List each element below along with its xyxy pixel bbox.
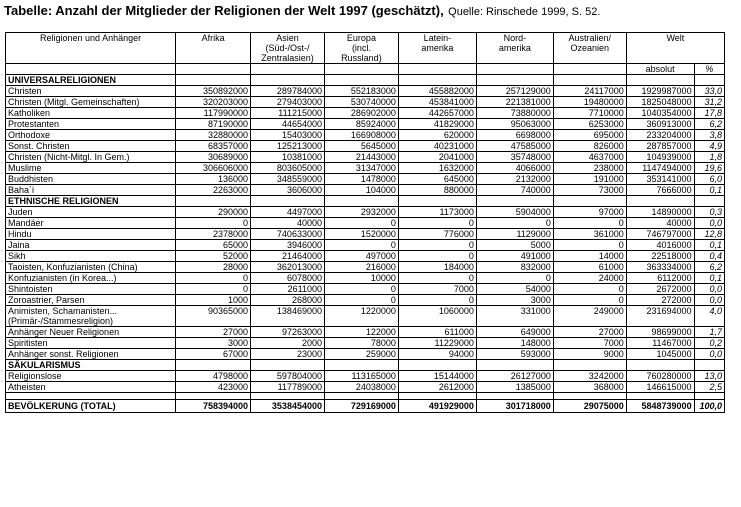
- cell-absolut: 146615000: [626, 382, 694, 393]
- cell-latein: 2041000: [398, 152, 476, 163]
- cell-nord: 3000: [476, 295, 553, 306]
- religion-name: Anhänger sonst. Religionen: [6, 349, 176, 360]
- cell-asien: 40000: [251, 218, 325, 229]
- total-absolut: 5848739000: [626, 400, 694, 413]
- cell-nord: 54000: [476, 284, 553, 295]
- cell-pct: 0,0: [694, 218, 724, 229]
- cell-europa: 85924000: [324, 119, 398, 130]
- cell-pct: 13,0: [694, 371, 724, 382]
- cell-afrika: 28000: [176, 262, 251, 273]
- religion-name: Sonst. Christen: [6, 141, 176, 152]
- cell-afrika: 68357000: [176, 141, 251, 152]
- cell-afrika: 290000: [176, 207, 251, 218]
- section-row: [6, 75, 725, 86]
- cell-europa: 497000: [324, 251, 398, 262]
- cell-austral: 6253000: [553, 119, 626, 130]
- cell-latein: 0: [398, 295, 476, 306]
- cell-asien: 2000: [251, 338, 325, 349]
- cell-absolut: 1929987000: [626, 86, 694, 97]
- header-latein: Latein- amerika: [398, 33, 476, 64]
- cell-austral: 0: [553, 295, 626, 306]
- cell-afrika: 2378000: [176, 229, 251, 240]
- cell-latein: 880000: [398, 185, 476, 196]
- cell-asien: 740633000: [251, 229, 325, 240]
- cell-afrika: 67000: [176, 349, 251, 360]
- table-row: [6, 371, 725, 382]
- title-source: Quelle: Rinschede 1999, S. 52.: [448, 6, 601, 18]
- cell-pct: 31,2: [694, 97, 724, 108]
- cell-afrika: 32880000: [176, 130, 251, 141]
- religion-name: Spiritisten: [6, 338, 176, 349]
- spacer-row: [6, 393, 725, 400]
- cell-absolut: 1147494000: [626, 163, 694, 174]
- cell-pct: 17,8: [694, 108, 724, 119]
- total-name: BEVÖLKERUNG (TOTAL): [6, 400, 176, 413]
- cell-austral: 695000: [553, 130, 626, 141]
- cell-austral: 27000: [553, 327, 626, 338]
- cell-europa: 21443000: [324, 152, 398, 163]
- cell-austral: 826000: [553, 141, 626, 152]
- cell-austral: 0: [553, 218, 626, 229]
- religion-name: Atheisten: [6, 382, 176, 393]
- cell-pct: 6,2: [694, 119, 724, 130]
- cell-austral: 7710000: [553, 108, 626, 119]
- cell-europa: 530740000: [324, 97, 398, 108]
- religion-name: Christen: [6, 86, 176, 97]
- cell-austral: 7000: [553, 338, 626, 349]
- cell-pct: 4,9: [694, 141, 724, 152]
- cell-austral: 19480000: [553, 97, 626, 108]
- cell-nord: 73880000: [476, 108, 553, 119]
- cell-nord: 491000: [476, 251, 553, 262]
- cell-nord: 1385000: [476, 382, 553, 393]
- cell-europa: 5645000: [324, 141, 398, 152]
- cell-pct: 0,0: [694, 284, 724, 295]
- cell-pct: 0,0: [694, 295, 724, 306]
- cell-afrika: 350892000: [176, 86, 251, 97]
- table-row: [6, 262, 725, 273]
- header-austral: Australien/ Ozeanien: [553, 33, 626, 64]
- religion-name: Mandäer: [6, 218, 176, 229]
- cell-afrika: 65000: [176, 240, 251, 251]
- religion-name: Juden: [6, 207, 176, 218]
- cell-afrika: 320203000: [176, 97, 251, 108]
- table-row: [6, 382, 725, 393]
- cell-pct: 12,8: [694, 229, 724, 240]
- cell-austral: 73000: [553, 185, 626, 196]
- subheader-row: [6, 64, 725, 75]
- cell-absolut: 22518000: [626, 251, 694, 262]
- cell-asien: 138469000: [251, 306, 325, 327]
- cell-afrika: 0: [176, 284, 251, 295]
- cell-asien: 597804000: [251, 371, 325, 382]
- table-body: [6, 75, 725, 413]
- cell-nord: 221381000: [476, 97, 553, 108]
- religion-name: Jaina: [6, 240, 176, 251]
- header-asien: Asien (Süd-/Ost-/ Zentralasien): [251, 33, 325, 64]
- cell-afrika: 423000: [176, 382, 251, 393]
- cell-asien: 97263000: [251, 327, 325, 338]
- header-absolut: absolut: [626, 64, 694, 75]
- table-row: [6, 130, 725, 141]
- cell-afrika: 0: [176, 218, 251, 229]
- cell-europa: 78000: [324, 338, 398, 349]
- cell-latein: 776000: [398, 229, 476, 240]
- cell-nord: 257129000: [476, 86, 553, 97]
- cell-afrika: 2263000: [176, 185, 251, 196]
- religion-name: Sikh: [6, 251, 176, 262]
- header-welt: Welt: [626, 33, 724, 64]
- religion-name: Hindu: [6, 229, 176, 240]
- section-row: [6, 360, 725, 371]
- cell-pct: 0,1: [694, 273, 724, 284]
- cell-asien: 348559000: [251, 174, 325, 185]
- cell-absolut: 104939000: [626, 152, 694, 163]
- cell-pct: 2,5: [694, 382, 724, 393]
- cell-nord: 5904000: [476, 207, 553, 218]
- cell-nord: 0: [476, 218, 553, 229]
- cell-absolut: 4016000: [626, 240, 694, 251]
- total-nord: 301718000: [476, 400, 553, 413]
- cell-pct: 19,6: [694, 163, 724, 174]
- cell-europa: 0: [324, 295, 398, 306]
- cell-nord: 26127000: [476, 371, 553, 382]
- cell-afrika: 306606000: [176, 163, 251, 174]
- cell-asien: 117789000: [251, 382, 325, 393]
- cell-asien: 362013000: [251, 262, 325, 273]
- cell-latein: 15144000: [398, 371, 476, 382]
- cell-austral: 249000: [553, 306, 626, 327]
- cell-afrika: 136000: [176, 174, 251, 185]
- cell-pct: 3,8: [694, 130, 724, 141]
- header-row: [6, 33, 725, 64]
- cell-absolut: 98699000: [626, 327, 694, 338]
- cell-austral: 14000: [553, 251, 626, 262]
- religion-name: Taoisten, Konfuzianisten (China): [6, 262, 176, 273]
- cell-asien: 125213000: [251, 141, 325, 152]
- cell-nord: 5000: [476, 240, 553, 251]
- cell-europa: 2932000: [324, 207, 398, 218]
- total-afrika: 758394000: [176, 400, 251, 413]
- cell-absolut: 233204000: [626, 130, 694, 141]
- cell-nord: 649000: [476, 327, 553, 338]
- table-row: [6, 218, 725, 229]
- total-pct: 100,0: [694, 400, 724, 413]
- section-label: SÄKULARISMUS: [6, 360, 176, 371]
- cell-austral: 24117000: [553, 86, 626, 97]
- cell-latein: 7000: [398, 284, 476, 295]
- cell-absolut: 353141000: [626, 174, 694, 185]
- header-europa: Europa (incl. Russland): [324, 33, 398, 64]
- cell-latein: 2612000: [398, 382, 476, 393]
- religion-name: Shintoisten: [6, 284, 176, 295]
- cell-nord: 1129000: [476, 229, 553, 240]
- cell-europa: 1220000: [324, 306, 398, 327]
- cell-asien: 15403000: [251, 130, 325, 141]
- section-label: UNIVERSALRELIGIONEN: [6, 75, 176, 86]
- cell-latein: 94000: [398, 349, 476, 360]
- cell-afrika: 0: [176, 273, 251, 284]
- cell-asien: 3606000: [251, 185, 325, 196]
- cell-europa: 0: [324, 240, 398, 251]
- cell-austral: 361000: [553, 229, 626, 240]
- cell-nord: 331000: [476, 306, 553, 327]
- cell-latein: 442657000: [398, 108, 476, 119]
- table-title: [4, 3, 600, 20]
- cell-afrika: 52000: [176, 251, 251, 262]
- table-row: [6, 229, 725, 240]
- cell-latein: 1632000: [398, 163, 476, 174]
- table-row: [6, 284, 725, 295]
- cell-asien: 268000: [251, 295, 325, 306]
- cell-absolut: 360913000: [626, 119, 694, 130]
- cell-europa: 31347000: [324, 163, 398, 174]
- cell-absolut: 2672000: [626, 284, 694, 295]
- religion-name: Protestanten: [6, 119, 176, 130]
- table-row: [6, 119, 725, 130]
- cell-nord: 740000: [476, 185, 553, 196]
- header-nord: Nord- amerika: [476, 33, 553, 64]
- cell-europa: 122000: [324, 327, 398, 338]
- section-label: ETHNISCHE RELIGIONEN: [6, 196, 176, 207]
- cell-austral: 61000: [553, 262, 626, 273]
- cell-pct: 0,4: [694, 251, 724, 262]
- header-percent: %: [694, 64, 724, 75]
- cell-austral: 0: [553, 240, 626, 251]
- cell-austral: 368000: [553, 382, 626, 393]
- cell-asien: 2611000: [251, 284, 325, 295]
- cell-absolut: 1825048000: [626, 97, 694, 108]
- table-row: [6, 273, 725, 284]
- cell-latein: 453841000: [398, 97, 476, 108]
- cell-europa: 166908000: [324, 130, 398, 141]
- cell-latein: 645000: [398, 174, 476, 185]
- total-row: [6, 400, 725, 413]
- cell-europa: 286902000: [324, 108, 398, 119]
- cell-nord: 47585000: [476, 141, 553, 152]
- cell-europa: 104000: [324, 185, 398, 196]
- cell-latein: 1173000: [398, 207, 476, 218]
- cell-absolut: 11467000: [626, 338, 694, 349]
- cell-asien: 289784000: [251, 86, 325, 97]
- cell-austral: 4637000: [553, 152, 626, 163]
- religion-name: Muslime: [6, 163, 176, 174]
- cell-afrika: 27000: [176, 327, 251, 338]
- cell-absolut: 746797000: [626, 229, 694, 240]
- cell-latein: 611000: [398, 327, 476, 338]
- cell-afrika: 4798000: [176, 371, 251, 382]
- title-main: Tabelle: Anzahl der Mitglieder der Religionen der Welt 1997 (geschätzt),: [4, 3, 444, 18]
- cell-nord: 4066000: [476, 163, 553, 174]
- cell-nord: 148000: [476, 338, 553, 349]
- cell-pct: 0,0: [694, 349, 724, 360]
- cell-absolut: 760280000: [626, 371, 694, 382]
- cell-austral: 3242000: [553, 371, 626, 382]
- cell-pct: 33,0: [694, 86, 724, 97]
- religion-name: Konfuzianisten (in Korea...): [6, 273, 176, 284]
- cell-austral: 0: [553, 284, 626, 295]
- cell-austral: 24000: [553, 273, 626, 284]
- cell-austral: 191000: [553, 174, 626, 185]
- cell-afrika: 117990000: [176, 108, 251, 119]
- religion-name: Baha´i: [6, 185, 176, 196]
- cell-afrika: 87190000: [176, 119, 251, 130]
- cell-nord: 832000: [476, 262, 553, 273]
- table-row: [6, 108, 725, 119]
- cell-absolut: 272000: [626, 295, 694, 306]
- table-row: [6, 251, 725, 262]
- table-row: [6, 174, 725, 185]
- table-row: [6, 185, 725, 196]
- religion-name: Buddhisten: [6, 174, 176, 185]
- total-austral: 29075000: [553, 400, 626, 413]
- cell-pct: 6,0: [694, 174, 724, 185]
- cell-europa: 0: [324, 218, 398, 229]
- cell-latein: 0: [398, 240, 476, 251]
- cell-europa: 24038000: [324, 382, 398, 393]
- religion-name: Orthodoxe: [6, 130, 176, 141]
- cell-asien: 4497000: [251, 207, 325, 218]
- religion-name: Zoroastrier, Parsen: [6, 295, 176, 306]
- cell-absolut: 6112000: [626, 273, 694, 284]
- cell-pct: 4,0: [694, 306, 724, 327]
- cell-europa: 1478000: [324, 174, 398, 185]
- cell-absolut: 40000: [626, 218, 694, 229]
- cell-europa: 216000: [324, 262, 398, 273]
- cell-latein: 11229000: [398, 338, 476, 349]
- cell-europa: 10000: [324, 273, 398, 284]
- total-latein: 491929000: [398, 400, 476, 413]
- cell-nord: 6698000: [476, 130, 553, 141]
- cell-latein: 455882000: [398, 86, 476, 97]
- cell-absolut: 287857000: [626, 141, 694, 152]
- cell-nord: 35748000: [476, 152, 553, 163]
- cell-pct: 1,7: [694, 327, 724, 338]
- cell-pct: 0,1: [694, 240, 724, 251]
- cell-latein: 620000: [398, 130, 476, 141]
- cell-pct: 0,3: [694, 207, 724, 218]
- cell-asien: 23000: [251, 349, 325, 360]
- cell-europa: 552183000: [324, 86, 398, 97]
- table-row: [6, 86, 725, 97]
- cell-nord: 0: [476, 273, 553, 284]
- cell-afrika: 3000: [176, 338, 251, 349]
- religion-name: Anhänger Neuer Religionen: [6, 327, 176, 338]
- cell-asien: 10381000: [251, 152, 325, 163]
- cell-latein: 0: [398, 218, 476, 229]
- religion-table: [5, 32, 725, 413]
- cell-latein: 0: [398, 273, 476, 284]
- cell-absolut: 14890000: [626, 207, 694, 218]
- cell-nord: 95063000: [476, 119, 553, 130]
- cell-pct: 6,2: [694, 262, 724, 273]
- cell-latein: 1060000: [398, 306, 476, 327]
- cell-pct: 0,2: [694, 338, 724, 349]
- cell-afrika: 1000: [176, 295, 251, 306]
- cell-afrika: 30689000: [176, 152, 251, 163]
- cell-asien: 6078000: [251, 273, 325, 284]
- cell-austral: 97000: [553, 207, 626, 218]
- cell-austral: 9000: [553, 349, 626, 360]
- cell-pct: 0,1: [694, 185, 724, 196]
- cell-europa: 113165000: [324, 371, 398, 382]
- cell-europa: 259000: [324, 349, 398, 360]
- header-religion: Religionen und Anhänger: [6, 33, 176, 64]
- table-row: [6, 327, 725, 338]
- cell-asien: 111215000: [251, 108, 325, 119]
- religion-name: Christen (Mitgl. Gemeinschaften): [6, 97, 176, 108]
- table-row: [6, 163, 725, 174]
- cell-latein: 184000: [398, 262, 476, 273]
- cell-asien: 3946000: [251, 240, 325, 251]
- cell-asien: 803605000: [251, 163, 325, 174]
- cell-asien: 44654000: [251, 119, 325, 130]
- cell-absolut: 363334000: [626, 262, 694, 273]
- cell-nord: 593000: [476, 349, 553, 360]
- cell-absolut: 1045000: [626, 349, 694, 360]
- cell-absolut: 231694000: [626, 306, 694, 327]
- cell-europa: 0: [324, 284, 398, 295]
- cell-europa: 1520000: [324, 229, 398, 240]
- cell-latein: 40231000: [398, 141, 476, 152]
- table-row: [6, 338, 725, 349]
- table-row: [6, 97, 725, 108]
- religion-name: Religionslose: [6, 371, 176, 382]
- cell-latein: 0: [398, 251, 476, 262]
- cell-pct: 1,8: [694, 152, 724, 163]
- cell-absolut: 1040354000: [626, 108, 694, 119]
- cell-absolut: 7666000: [626, 185, 694, 196]
- cell-austral: 238000: [553, 163, 626, 174]
- table-row: [6, 240, 725, 251]
- cell-asien: 21464000: [251, 251, 325, 262]
- table-row: [6, 207, 725, 218]
- religion-name: Katholiken: [6, 108, 176, 119]
- religion-name: Animisten, Schamanisten... (Primär-/Stammesreligion): [6, 306, 176, 327]
- table-row: [6, 295, 725, 306]
- header-afrika: Afrika: [176, 33, 251, 64]
- table-row: [6, 349, 725, 360]
- total-asien: 3538454000: [251, 400, 325, 413]
- religion-name: Christen (Nicht-Mitgl. In Gem.): [6, 152, 176, 163]
- cell-asien: 279403000: [251, 97, 325, 108]
- table-row: [6, 306, 725, 327]
- cell-latein: 41829000: [398, 119, 476, 130]
- total-europa: 729169000: [324, 400, 398, 413]
- cell-nord: 2132000: [476, 174, 553, 185]
- cell-afrika: 90365000: [176, 306, 251, 327]
- section-row: [6, 196, 725, 207]
- table-row: [6, 141, 725, 152]
- table-row: [6, 152, 725, 163]
